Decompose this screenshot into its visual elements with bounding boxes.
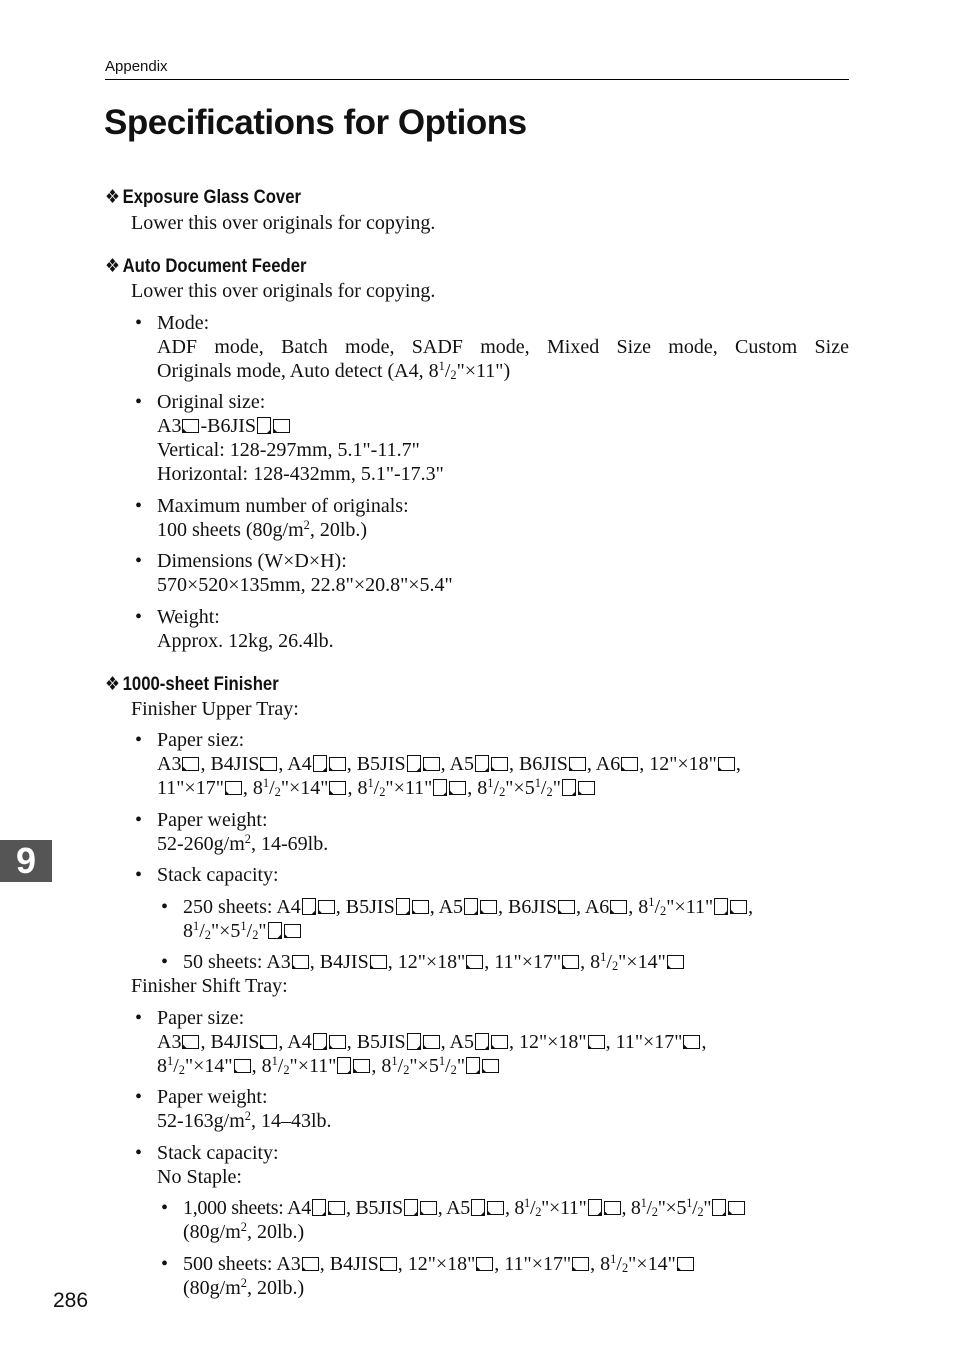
paper-portrait-icon: [407, 1033, 421, 1050]
paper-portrait-icon: [464, 898, 478, 915]
paper-landscape-icon: [182, 757, 199, 771]
subsection-label: Finisher Shift Tray:: [131, 975, 288, 997]
bullet: •: [161, 1197, 169, 1219]
paper-landscape-icon: [482, 1059, 499, 1073]
section-heading-1000-sheet-finisher: [105, 673, 279, 696]
paper-landscape-icon: [353, 1059, 370, 1073]
list-item-text: A3 -B6JIS: [157, 414, 291, 438]
paper-portrait-icon: [562, 779, 576, 796]
header-rule: [105, 79, 849, 80]
paper-landscape-icon: [329, 1035, 346, 1049]
paper-portrait-icon: [712, 1199, 726, 1216]
list-item-text: 570×520×135mm, 22.8"×20.8"×5.4": [157, 574, 453, 596]
diamond-icon: ❖: [105, 256, 121, 277]
list-item-text: A3 , B4JIS , A4 , B5JIS , A5 , B6JIS , A6 , 12"×18" ,: [157, 753, 741, 775]
paper-landscape-icon: [730, 900, 747, 914]
section-heading-auto-document-feeder: [105, 255, 307, 278]
paper-landscape-icon: [610, 900, 627, 914]
paper-landscape-icon: [423, 1035, 440, 1049]
list-item-text: 11"×17" , $8^1/_2"\times 14$" , $8^1/_2"\times 11$" , $8^1/_2"\times 5^1/_2$": [157, 776, 596, 800]
bullet: •: [135, 312, 143, 334]
paper-landscape-icon: [588, 1035, 605, 1049]
paper-portrait-icon: [475, 1033, 489, 1050]
paper-portrait-icon: [404, 1199, 418, 1216]
paper-landscape-icon: [572, 1257, 589, 1271]
paper-landscape-icon: [329, 757, 346, 771]
diamond-icon: ❖: [105, 674, 121, 695]
list-item-text: Approx. 12kg, 26.4lb.: [157, 630, 334, 652]
paper-landscape-icon: [234, 1059, 251, 1073]
bullet: •: [161, 951, 169, 973]
list-item-text: ($80g/m^2$, 20lb.): [183, 1220, 305, 1243]
paper-portrait-icon: [257, 417, 271, 434]
bullet: •: [135, 864, 143, 886]
paper-landscape-icon: [318, 900, 335, 914]
paper-landscape-icon: [420, 1201, 437, 1215]
section-heading-text: 1000-sheet Finisher: [122, 674, 279, 695]
paper-portrait-icon: [312, 1199, 326, 1216]
body-text: Lower this over originals for copying.: [131, 280, 436, 302]
paper-landscape-icon: [677, 1257, 694, 1271]
bullet: •: [135, 1007, 143, 1029]
bullet: •: [161, 1253, 169, 1275]
paper-landscape-icon: [683, 1035, 700, 1049]
paper-landscape-icon: [370, 955, 387, 969]
paper-landscape-icon: [284, 924, 301, 938]
paper-landscape-icon: [260, 1035, 277, 1049]
list-item-text: 100 sheets ($80g/m^2$, 20lb.): [157, 518, 368, 541]
subsection-label: Finisher Upper Tray:: [131, 698, 299, 720]
list-item-label: Stack capacity:: [157, 864, 279, 886]
list-item-label: Mode:: [157, 312, 210, 334]
list-item-label: Paper size:: [157, 1007, 245, 1029]
list-item-label: Stack capacity:: [157, 1142, 279, 1164]
paper-landscape-icon: [302, 1257, 319, 1271]
paper-landscape-icon: [604, 1201, 621, 1215]
bullet: •: [135, 1086, 143, 1108]
bullet: •: [135, 391, 143, 413]
body-text: Lower this over originals for copying.: [131, 212, 436, 234]
paper-landscape-icon: [621, 757, 638, 771]
bullet: •: [135, 809, 143, 831]
paper-portrait-icon: [313, 1033, 327, 1050]
section-heading-text: Exposure Glass Cover: [122, 187, 302, 208]
paper-landscape-icon: [728, 1201, 745, 1215]
list-item-text: Horizontal: 128-432mm, 5.1"-17.3": [157, 463, 444, 485]
paper-portrait-icon: [337, 1057, 351, 1074]
list-item-text: $8^1/_2"\times 14$" , $8^1/_2"\times 11$" , $8^1/_2"\times 5^1/_2$": [157, 1054, 500, 1078]
bullet: •: [135, 550, 143, 572]
paper-landscape-icon: [491, 757, 508, 771]
list-item-text: A3 , B4JIS , A4 , B5JIS , A5 , 12"×18" , 11"×17" ,: [157, 1031, 707, 1053]
paper-landscape-icon: [558, 900, 575, 914]
list-item-text: 50 sheets: A3 , B4JIS , 12"×18" , 11"×17" , $8^1/_2"\times 14$": [183, 950, 685, 974]
list-item-text: 1,000 sheets: A4 , B5JIS , A5 , $8^1/_2"\times 11$" , $8^1/_2"\times 5^1/_2$": [183, 1196, 746, 1220]
page-title: Specifications for Options: [104, 103, 527, 142]
paper-landscape-icon: [328, 1201, 345, 1215]
list-item-text: $8^1/_2"\times 5^1/_2$": [183, 919, 302, 943]
list-item-label: Paper weight:: [157, 809, 268, 831]
list-item-label: Original size:: [157, 391, 266, 413]
paper-landscape-icon: [466, 955, 483, 969]
paper-portrait-icon: [396, 898, 410, 915]
paper-landscape-icon: [380, 1257, 397, 1271]
paper-portrait-icon: [588, 1199, 602, 1216]
paper-landscape-icon: [718, 757, 735, 771]
section-heading-text: Auto Document Feeder: [122, 256, 307, 277]
paper-landscape-icon: [667, 955, 684, 969]
paper-landscape-icon: [273, 419, 290, 433]
section-heading-exposure-glass-cover: [105, 186, 301, 209]
paper-portrait-icon: [313, 755, 327, 772]
paper-portrait-icon: [466, 1057, 480, 1074]
paper-landscape-icon: [423, 757, 440, 771]
paper-portrait-icon: [714, 898, 728, 915]
paper-landscape-icon: [476, 1257, 493, 1271]
list-item-text: Originals mode, Auto detect (A4, $8^1/_2"\times 11$"): [157, 359, 511, 382]
bullet: •: [135, 729, 143, 751]
paper-landscape-icon: [578, 781, 595, 795]
paper-portrait-icon: [302, 898, 316, 915]
paper-landscape-icon: [491, 1035, 508, 1049]
diamond-icon: ❖: [105, 187, 121, 208]
paper-landscape-icon: [487, 1201, 504, 1215]
paper-landscape-icon: [292, 955, 309, 969]
list-item-text: 250 sheets: A4 , B5JIS , A5 , B6JIS , A6 , $8^1/_2"\times 11$" ,: [183, 895, 754, 918]
list-item-text: ADF mode, Batch mode, SADF mode, Mixed Size mode, Custom Size: [157, 336, 849, 358]
list-item-label: Maximum number of originals:: [157, 495, 409, 517]
list-item-text: $52-163g/m^2$, 14–43lb.: [157, 1109, 332, 1132]
paper-landscape-icon: [182, 419, 199, 433]
list-item-text: $52-260g/m^2$, 14-69lb.: [157, 832, 329, 855]
page-number: 286: [53, 1289, 89, 1312]
paper-landscape-icon: [329, 781, 346, 795]
paper-portrait-icon: [268, 922, 282, 939]
list-item-label: Paper siez:: [157, 729, 245, 751]
paper-landscape-icon: [260, 757, 277, 771]
bullet: •: [135, 606, 143, 628]
paper-portrait-icon: [471, 1199, 485, 1216]
paper-landscape-icon: [480, 900, 497, 914]
list-item-label: Paper weight:: [157, 1086, 268, 1108]
bullet: •: [135, 495, 143, 517]
paper-landscape-icon: [412, 900, 429, 914]
paper-landscape-icon: [225, 781, 242, 795]
chapter-tab: 9: [0, 840, 52, 882]
list-item-text: Vertical: 128-297mm, 5.1"-11.7": [157, 439, 420, 461]
list-item-label: Dimensions (W×D×H):: [157, 550, 347, 572]
paper-portrait-icon: [475, 755, 489, 772]
list-item-text: 500 sheets: A3 , B4JIS , 12"×18" , 11"×17" , $8^1/_2"\times 14$": [183, 1252, 695, 1276]
list-item-text: No Staple:: [157, 1166, 242, 1188]
paper-portrait-icon: [433, 779, 447, 796]
bullet: •: [135, 1142, 143, 1164]
bullet: •: [161, 896, 169, 918]
paper-landscape-icon: [569, 757, 586, 771]
paper-portrait-icon: [407, 755, 421, 772]
paper-landscape-icon: [449, 781, 466, 795]
list-item-label: Weight:: [157, 606, 220, 628]
paper-landscape-icon: [562, 955, 579, 969]
list-item-text: ($80g/m^2$, 20lb.): [183, 1276, 305, 1299]
paper-landscape-icon: [182, 1035, 199, 1049]
running-header: Appendix: [105, 58, 168, 75]
